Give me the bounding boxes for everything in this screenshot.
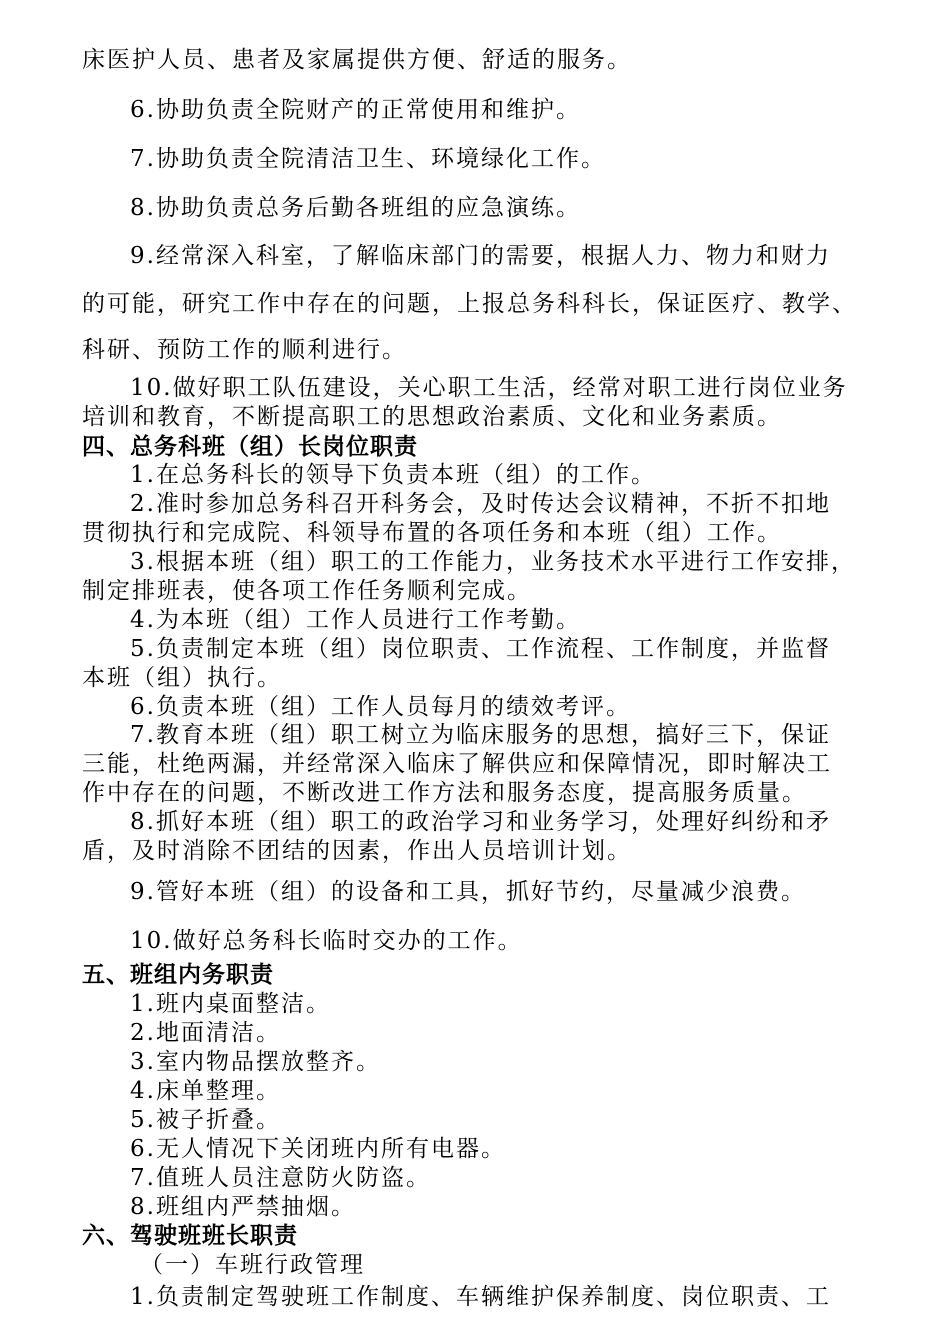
section-heading: 四、总务科班（组）长岗位职责: [82, 434, 418, 460]
list-item: 10.做好职工队伍建设，关心职工生活，经常对职工进行岗位业务: [130, 375, 848, 401]
paragraph-line: 培训和教育，不断提高职工的思想政治素质、文化和业务素质。: [82, 404, 782, 430]
list-item: 7.协助负责全院清洁卫生、环境绿化工作。: [130, 146, 606, 172]
section-heading: 六、驾驶班班长职责: [82, 1223, 298, 1249]
list-item: 1.班内桌面整洁。: [130, 991, 331, 1017]
paragraph-line: 科研、预防工作的顺利进行。: [82, 337, 407, 363]
paragraph-line: 盾，及时消除不团结的因素，作出人员培训计划。: [82, 838, 632, 864]
list-item: 9.管好本班（组）的设备和工具，抓好节约，尽量减少浪费。: [130, 879, 806, 905]
list-item: 9.经常深入科室，了解临床部门的需要，根据人力、物力和财力: [130, 243, 831, 269]
paragraph-line: 三能，杜绝两漏，并经常深入临床了解供应和保障情况，即时解决工: [82, 751, 832, 777]
list-item: 1.在总务科长的领导下负责本班（组）的工作。: [130, 462, 656, 488]
list-item: 6.负责本班（组）工作人员每月的绩效考评。: [130, 694, 631, 720]
paragraph-line: 床医护人员、患者及家属提供方便、舒适的服务。: [82, 47, 632, 73]
list-item: 7.教育本班（组）职工树立为临床服务的思想，搞好三下，保证: [130, 722, 831, 748]
list-item: 10.做好总务科长临时交办的工作。: [130, 928, 523, 954]
list-item: 8.班组内严禁抽烟。: [130, 1194, 356, 1220]
list-item: 1.负责制定驾驶班工作制度、车辆维护保养制度、岗位职责、工: [130, 1284, 831, 1310]
list-item: 2.地面清洁。: [130, 1020, 281, 1046]
list-item: 8.协助负责总务后勤各班组的应急演练。: [130, 195, 581, 221]
paragraph-line: 的可能，研究工作中存在的问题，上报总务科科长，保证医疗、教学、: [82, 291, 857, 317]
list-item: 4.为本班（组）工作人员进行工作考勤。: [130, 607, 581, 633]
subsection-heading: （一）车班行政管理: [140, 1252, 365, 1278]
list-item: 7.值班人员注意防火防盗。: [130, 1165, 431, 1191]
paragraph-line: 作中存在的问题，不断改进工作方法和服务态度，提高服务质量。: [82, 780, 807, 806]
list-item: 5.被子折叠。: [130, 1107, 281, 1133]
list-item: 8.抓好本班（组）职工的政治学习和业务学习，处理好纠纷和矛: [130, 809, 831, 835]
list-item: 4.床单整理。: [130, 1078, 281, 1104]
list-item: 2.准时参加总务科召开科务会，及时传达会议精神，不折不扣地: [130, 491, 831, 517]
section-heading: 五、班组内务职责: [82, 962, 274, 988]
list-item: 3.根据本班（组）职工的工作能力，业务技术水平进行工作安排，: [130, 549, 856, 575]
list-item: 5.负责制定本班（组）岗位职责、工作流程、工作制度，并监督: [130, 636, 831, 662]
paragraph-line: 贯彻执行和完成院、科领导布置的各项任务和本班（组）工作。: [82, 520, 782, 546]
paragraph-line: 制定排班表，使各项工作任务顺利完成。: [82, 578, 532, 604]
list-item: 3.室内物品摆放整齐。: [130, 1049, 381, 1075]
paragraph-line: 本班（组）执行。: [82, 665, 282, 691]
list-item: 6.协助负责全院财产的正常使用和维护。: [130, 97, 581, 123]
list-item: 6.无人情况下关闭班内所有电器。: [130, 1136, 506, 1162]
